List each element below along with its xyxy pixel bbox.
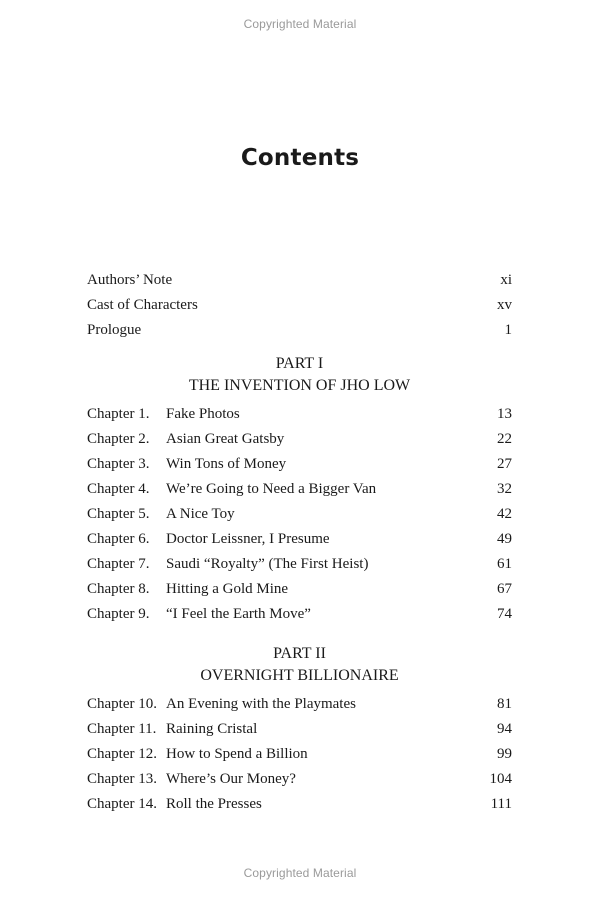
table-of-contents bbox=[87, 268, 512, 817]
part-2-chapter-list bbox=[87, 692, 512, 817]
toc-entry-chapter-8[interactable] bbox=[87, 577, 512, 602]
chapter-number: Chapter 4. bbox=[87, 481, 150, 497]
chapter-page: 81 bbox=[497, 696, 512, 712]
toc-entry-chapter-11[interactable] bbox=[87, 717, 512, 742]
chapter-title: An Evening with the Playmates bbox=[166, 696, 356, 712]
part-title: THE INVENTION OF JHO LOW bbox=[188, 377, 411, 394]
part-2-heading bbox=[87, 643, 512, 687]
chapter-title: How to Spend a Billion bbox=[166, 746, 308, 762]
chapter-number: Chapter 2. bbox=[87, 431, 150, 447]
chapter-number: Chapter 3. bbox=[87, 456, 150, 472]
chapter-number: Chapter 10. bbox=[87, 696, 157, 712]
toc-entry-cast-of-characters[interactable] bbox=[87, 293, 512, 318]
entry-page: xi bbox=[500, 272, 512, 288]
chapter-page: 61 bbox=[497, 556, 512, 572]
toc-entry-chapter-5[interactable] bbox=[87, 502, 512, 527]
chapter-title: “I Feel the Earth Move” bbox=[166, 606, 311, 622]
chapter-page: 32 bbox=[497, 481, 512, 497]
chapter-number: Chapter 9. bbox=[87, 606, 150, 622]
chapter-title: Where’s Our Money? bbox=[166, 771, 296, 787]
toc-entry-chapter-9[interactable] bbox=[87, 602, 512, 627]
chapter-title: Raining Cristal bbox=[166, 721, 258, 737]
toc-entry-chapter-6[interactable] bbox=[87, 527, 512, 552]
chapter-title: Fake Photos bbox=[166, 406, 240, 422]
toc-entry-authors-note[interactable] bbox=[87, 268, 512, 293]
chapter-number: Chapter 13. bbox=[87, 771, 157, 787]
chapter-title: Doctor Leissner, I Presume bbox=[166, 531, 330, 547]
part-1-chapter-list bbox=[87, 402, 512, 627]
toc-entry-chapter-2[interactable] bbox=[87, 427, 512, 452]
chapter-title: Win Tons of Money bbox=[166, 456, 287, 472]
toc-entry-chapter-3[interactable] bbox=[87, 452, 512, 477]
entry-title: Prologue bbox=[87, 322, 142, 338]
chapter-page: 13 bbox=[497, 406, 512, 422]
part-title: OVERNIGHT BILLIONAIRE bbox=[200, 667, 399, 684]
chapter-title: A Nice Toy bbox=[166, 506, 235, 522]
toc-entry-chapter-12[interactable] bbox=[87, 742, 512, 767]
entry-page: 1 bbox=[504, 322, 512, 338]
chapter-page: 94 bbox=[497, 721, 512, 737]
chapter-number: Chapter 7. bbox=[87, 556, 150, 572]
chapter-number: Chapter 6. bbox=[87, 531, 150, 547]
page-title: Contents bbox=[240, 145, 360, 171]
entry-page: xv bbox=[497, 297, 512, 313]
entry-title: Cast of Characters bbox=[87, 297, 198, 313]
chapter-number: Chapter 11. bbox=[87, 721, 157, 737]
toc-entry-chapter-7[interactable] bbox=[87, 552, 512, 577]
chapter-number: Chapter 1. bbox=[87, 406, 150, 422]
chapter-title: Hitting a Gold Mine bbox=[166, 581, 289, 597]
chapter-page: 67 bbox=[497, 581, 512, 597]
chapter-page: 49 bbox=[497, 531, 512, 547]
toc-entry-chapter-14[interactable] bbox=[87, 792, 512, 817]
chapter-title: Asian Great Gatsby bbox=[166, 431, 285, 447]
chapter-page: 104 bbox=[489, 771, 512, 787]
watermark-bottom: Copyrighted Material bbox=[243, 866, 357, 880]
chapter-number: Chapter 8. bbox=[87, 581, 150, 597]
chapter-title: Saudi “Royalty” (The First Heist) bbox=[166, 556, 369, 572]
chapter-number: Chapter 5. bbox=[87, 506, 150, 522]
toc-entry-chapter-13[interactable] bbox=[87, 767, 512, 792]
chapter-page: 74 bbox=[497, 606, 512, 622]
toc-entry-prologue[interactable] bbox=[87, 318, 512, 343]
chapter-page: 27 bbox=[497, 456, 512, 472]
part-label: PART II bbox=[273, 645, 326, 662]
chapter-title: We’re Going to Need a Bigger Van bbox=[166, 481, 377, 497]
chapter-page: 22 bbox=[497, 431, 512, 447]
chapter-number: Chapter 12. bbox=[87, 746, 157, 762]
toc-entry-chapter-1[interactable] bbox=[87, 402, 512, 427]
toc-entry-chapter-4[interactable] bbox=[87, 477, 512, 502]
chapter-title: Roll the Presses bbox=[166, 796, 262, 812]
entry-title: Authors’ Note bbox=[87, 272, 173, 288]
front-matter-list bbox=[87, 268, 512, 343]
chapter-page: 111 bbox=[490, 796, 512, 812]
toc-entry-chapter-10[interactable] bbox=[87, 692, 512, 717]
watermark-top: Copyrighted Material bbox=[243, 17, 357, 31]
part-label: PART I bbox=[275, 355, 324, 372]
chapter-page: 42 bbox=[497, 506, 512, 522]
part-1-heading bbox=[87, 353, 512, 397]
chapter-number: Chapter 14. bbox=[87, 796, 157, 812]
chapter-page: 99 bbox=[497, 746, 512, 762]
